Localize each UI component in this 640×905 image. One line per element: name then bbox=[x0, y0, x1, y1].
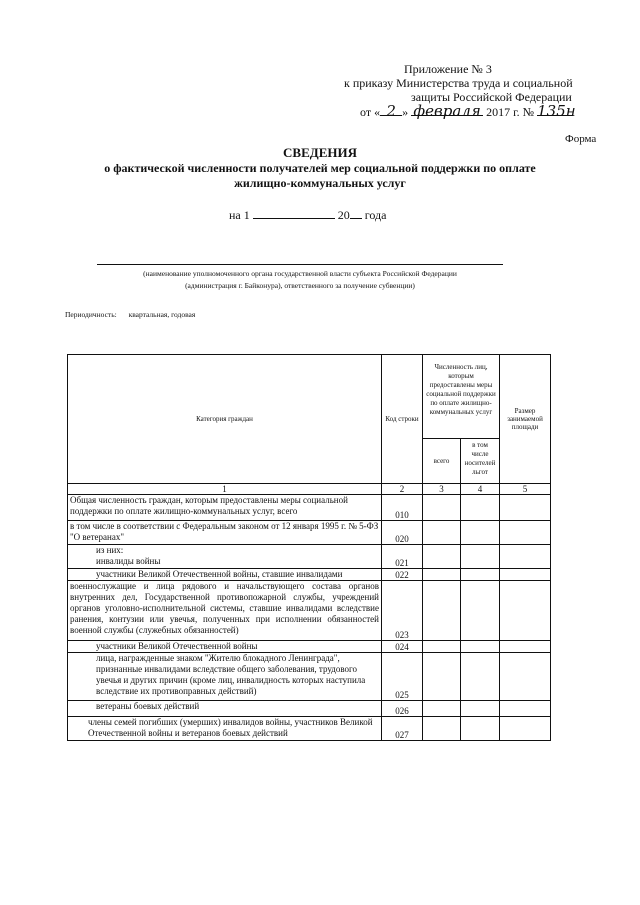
header-area: Размер занимаемой площади bbox=[500, 355, 551, 484]
column-number-row bbox=[68, 484, 551, 495]
table-row bbox=[68, 717, 551, 741]
order-number: 135н bbox=[537, 102, 576, 120]
cell-area[interactable] bbox=[500, 581, 551, 641]
row-category: лица, награжденные знаком "Жителю блокадного Ленинграда", признанные инвалидами вследствие общего заболевания, трудового увечья и других причин (кроме лиц, инвалидность которых наступила вследствие их противоправных действий) bbox=[68, 653, 382, 701]
cell-total[interactable] bbox=[423, 653, 461, 701]
year-prefix: 20 bbox=[337, 208, 350, 222]
table-row bbox=[68, 653, 551, 701]
cell-beneficiaries[interactable] bbox=[461, 717, 500, 741]
table-row bbox=[68, 641, 551, 653]
cell-total[interactable] bbox=[423, 641, 461, 653]
recipients-table bbox=[67, 354, 551, 741]
row-category-prefix: из них: bbox=[96, 545, 124, 555]
year-blank bbox=[350, 207, 362, 219]
as-of-prefix: на 1 bbox=[229, 208, 250, 222]
cell-area[interactable] bbox=[500, 521, 551, 545]
row-category: Общая численность граждан, которым предоставлены меры социальной поддержки по оплате жилищно-коммунальных услуг, всего bbox=[68, 495, 382, 521]
order-date-line bbox=[360, 102, 576, 120]
table-row bbox=[68, 569, 551, 581]
cell-area[interactable] bbox=[500, 545, 551, 569]
periodicity-label: Периодичность: bbox=[65, 310, 117, 319]
col-number: 2 bbox=[382, 484, 423, 495]
cell-area[interactable] bbox=[500, 653, 551, 701]
row-category bbox=[68, 545, 382, 569]
header-category: Категория граждан bbox=[68, 355, 382, 484]
table-row bbox=[68, 581, 551, 641]
cell-total[interactable] bbox=[423, 495, 461, 521]
cell-beneficiaries[interactable] bbox=[461, 495, 500, 521]
row-code: 026 bbox=[382, 701, 423, 717]
date-blank bbox=[253, 207, 335, 219]
document-subtitle: о фактической численности получателей мер социальной поддержки по оплате жилищно-коммунальных услуг bbox=[104, 161, 536, 190]
report-date-line bbox=[229, 207, 386, 223]
table-row bbox=[68, 701, 551, 717]
row-code: 022 bbox=[382, 569, 423, 581]
cell-area[interactable] bbox=[500, 495, 551, 521]
cell-beneficiaries[interactable] bbox=[461, 581, 500, 641]
row-category: военнослужащие и лица рядового и начальствующего состава органов внутренних дел, Государственной противопожарной службы, учреждений органов уголовно-исполнительной системы, ставшие инвалидами вследствие ранения, контузии или увечья, полученных при исполнении обязанностей военной службы (служебных обязанностей) bbox=[68, 581, 382, 641]
header-count: Численность лиц, которым предоставлены меры социальной поддержки по оплате жилищно-коммунальных услуг bbox=[423, 355, 500, 439]
date-day: 2 bbox=[380, 104, 402, 116]
cell-beneficiaries[interactable] bbox=[461, 641, 500, 653]
cell-area[interactable] bbox=[500, 641, 551, 653]
cell-area[interactable] bbox=[500, 717, 551, 741]
ministry-name: защиты Российской Федерации bbox=[411, 90, 572, 104]
appendix-number: Приложение № 3 bbox=[404, 62, 492, 76]
header-beneficiaries: в том числе носителей льгот bbox=[461, 439, 500, 484]
periodicity bbox=[65, 310, 195, 319]
col-number: 1 bbox=[68, 484, 382, 495]
date-month: февраля bbox=[411, 104, 483, 116]
row-category: участники Великой Отечественной войны bbox=[68, 641, 382, 653]
cell-area[interactable] bbox=[500, 701, 551, 717]
cell-total[interactable] bbox=[423, 581, 461, 641]
cell-beneficiaries[interactable] bbox=[461, 569, 500, 581]
cell-beneficiaries[interactable] bbox=[461, 701, 500, 717]
col-number: 4 bbox=[461, 484, 500, 495]
cell-total[interactable] bbox=[423, 521, 461, 545]
cell-area[interactable] bbox=[500, 569, 551, 581]
row-category: ветераны боевых действий bbox=[68, 701, 382, 717]
organization-caption-line1: (наименование уполномоченного органа государственной власти субъекта Российской Федерации bbox=[143, 269, 457, 278]
row-code: 023 bbox=[382, 581, 423, 641]
row-category: в том числе в соответствии с Федеральным законом от 12 января 1995 г. № 5-ФЗ "О ветеранах" bbox=[68, 521, 382, 545]
periodicity-value: квартальная, годовая bbox=[128, 310, 196, 319]
cell-beneficiaries[interactable] bbox=[461, 545, 500, 569]
header-total: всего bbox=[423, 439, 461, 484]
organization-caption bbox=[100, 268, 500, 292]
row-category: участники Великой Отечественной войны, ставшие инвалидами bbox=[68, 569, 382, 581]
table-row bbox=[68, 495, 551, 521]
row-category-text: инвалиды войны bbox=[96, 556, 161, 566]
row-code: 020 bbox=[382, 521, 423, 545]
form-label: Форма bbox=[565, 133, 597, 145]
cell-total[interactable] bbox=[423, 717, 461, 741]
row-code: 024 bbox=[382, 641, 423, 653]
cell-total[interactable] bbox=[423, 701, 461, 717]
document-title: СВЕДЕНИЯ bbox=[283, 145, 357, 160]
order-reference: к приказу Министерства труда и социальной bbox=[344, 76, 573, 90]
as-of-suffix: года bbox=[364, 208, 387, 222]
date-year: 2017 г. № bbox=[486, 105, 535, 119]
col-number: 5 bbox=[500, 484, 551, 495]
date-quote: » bbox=[402, 105, 409, 119]
cell-total[interactable] bbox=[423, 545, 461, 569]
col-number: 3 bbox=[423, 484, 461, 495]
organization-name-line bbox=[97, 264, 503, 265]
table-row bbox=[68, 521, 551, 545]
cell-beneficiaries[interactable] bbox=[461, 653, 500, 701]
date-prefix: от « bbox=[360, 105, 381, 119]
row-code: 027 bbox=[382, 717, 423, 741]
header-code: Код строки bbox=[382, 355, 423, 484]
row-category: члены семей погибших (умерших) инвалидов войны, участников Великой Отечественной войны и ветеранов боевых действий bbox=[68, 717, 382, 741]
cell-total[interactable] bbox=[423, 569, 461, 581]
row-code: 025 bbox=[382, 653, 423, 701]
table-row bbox=[68, 545, 551, 569]
row-code: 021 bbox=[382, 545, 423, 569]
row-code: 010 bbox=[382, 495, 423, 521]
cell-beneficiaries[interactable] bbox=[461, 521, 500, 545]
organization-caption-line2: (администрация г. Байконура), ответственного за получение субвенции) bbox=[185, 281, 415, 290]
